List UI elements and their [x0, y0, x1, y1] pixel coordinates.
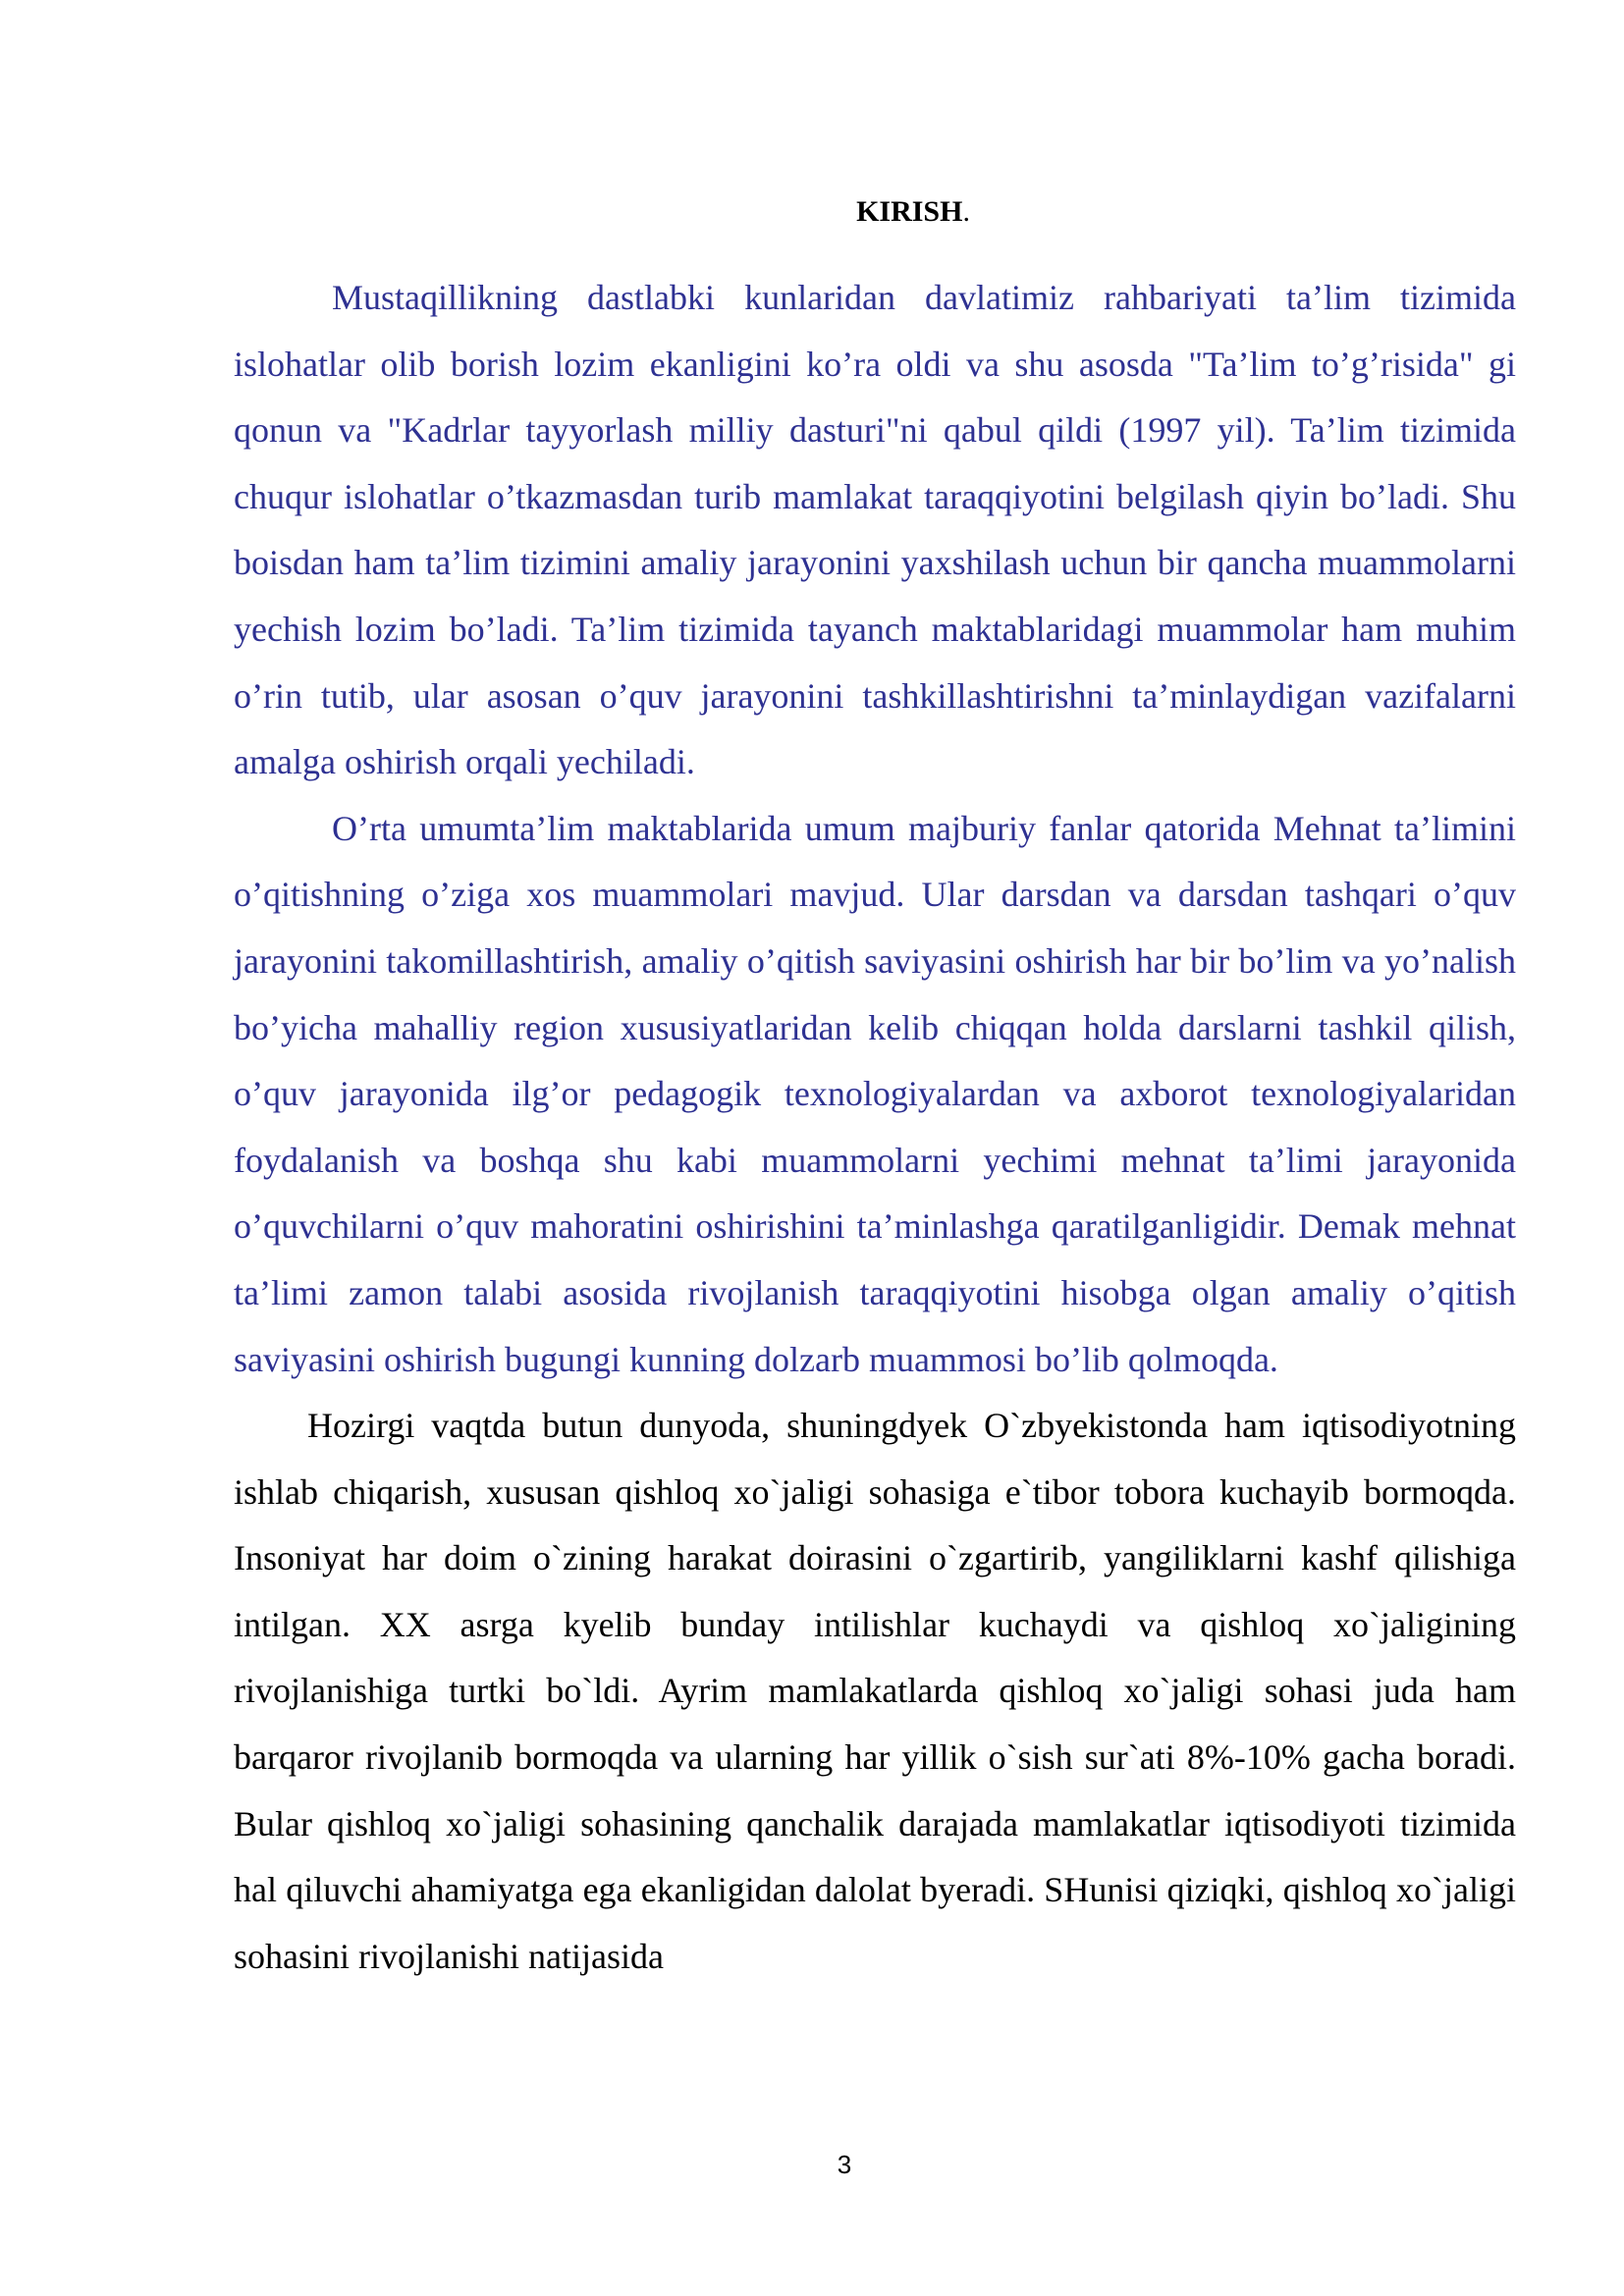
- heading-punctuation: .: [962, 195, 970, 228]
- paragraph-1: Mustaqillikning dastlabki kunlaridan davlatimiz rahbariyati ta’lim tizimida islohatlar olib borish lozim ekanligini ko’ra oldi va shu asosda "Ta’lim to’g’risida" gi qonun va "Kadrlar tayyorlash milliy dasturi"ni qabul qildi (1997 yil). Ta’lim tizimida chuqur islohatlar o’tkazmasdan turib mamlakat taraqqiyotini belgilash qiyin bo’ladi. Shu boisdan ham ta’lim tizimini amaliy jarayonini yaxshilash uchun bir qancha muammolarni yechish lozim bo’ladi. Ta’lim tizimida tayanch maktablaridagi muammolar ham muhim o’rin tutib, ular asosan o’quv jarayonini tashkillashtirishni ta’minlaydigan vazifalarni amalga oshirish orqali yechiladi.: [234, 278, 1516, 782]
- heading-title: KIRISH: [856, 195, 963, 228]
- page-heading: [0, 192, 1624, 232]
- body-text: [234, 265, 1516, 1990]
- page-number: 3: [837, 2150, 852, 2179]
- paragraph-2: O’rta umumta’lim maktablarida umum majburiy fanlar qatorida Mehnat ta’limini o’qitishning o’ziga xos muammolari mavjud. Ular darsdan va darsdan tashqari o’quv jarayonini takomillashtirish, amaliy o’qitish saviyasini oshirish har bir bo’lim va yo’nalish bo’yicha mahalliy region xususiyatlaridan kelib chiqqan holda darslarni tashkil qilish, o’quv jarayonida ilg’or pedagogik texnologiyalardan va axborot texnologiyalaridan foydalanish va boshqa shu kabi muammolarni yechimi mehnat ta’limi jarayonida o’quvchilarni o’quv mahoratini oshirishini ta’minlashga qaratilganligidir. Demak mehnat ta’limi zamon talabi asosida rivojlanish taraqqiyotini hisobga olgan amaliy o’qitish saviyasini oshirish bugungi kunning dolzarb muammosi bo’lib qolmoqda.: [234, 808, 1516, 1379]
- paragraph-3: Hozirgi vaqtda butun dunyoda, shuningdyek O`zbyekistonda ham iqtisodiyotning ishlab chiqarish, xususan qishloq xo`jaligi sohasiga e`tibor tobora kuchayib bormoqda. Insoniyat har doim o`zining harakat doirasini o`zgartirib, yangiliklarni kashf qilishiga intilgan. XX asrga kyelib bunday intilishlar kuchaydi va qishloq xo`jaligining rivojlanishiga turtki bo`ldi. Ayrim mamlakatlarda qishloq xo`jaligi sohasi juda ham barqaror rivojlanib bormoqda va ularning har yillik o`sish sur`ati 8%-10% gacha boradi. Bular qishloq xo`jaligi sohasining qanchalik darajada mamlakatlar iqtisodiyoti tizimida hal qiluvchi ahamiyatga ega ekanligidan dalolat byeradi. SHunisi qiziqki, qishloq xo`jaligi sohasini rivojlanishi natijasida: [234, 1406, 1516, 1976]
